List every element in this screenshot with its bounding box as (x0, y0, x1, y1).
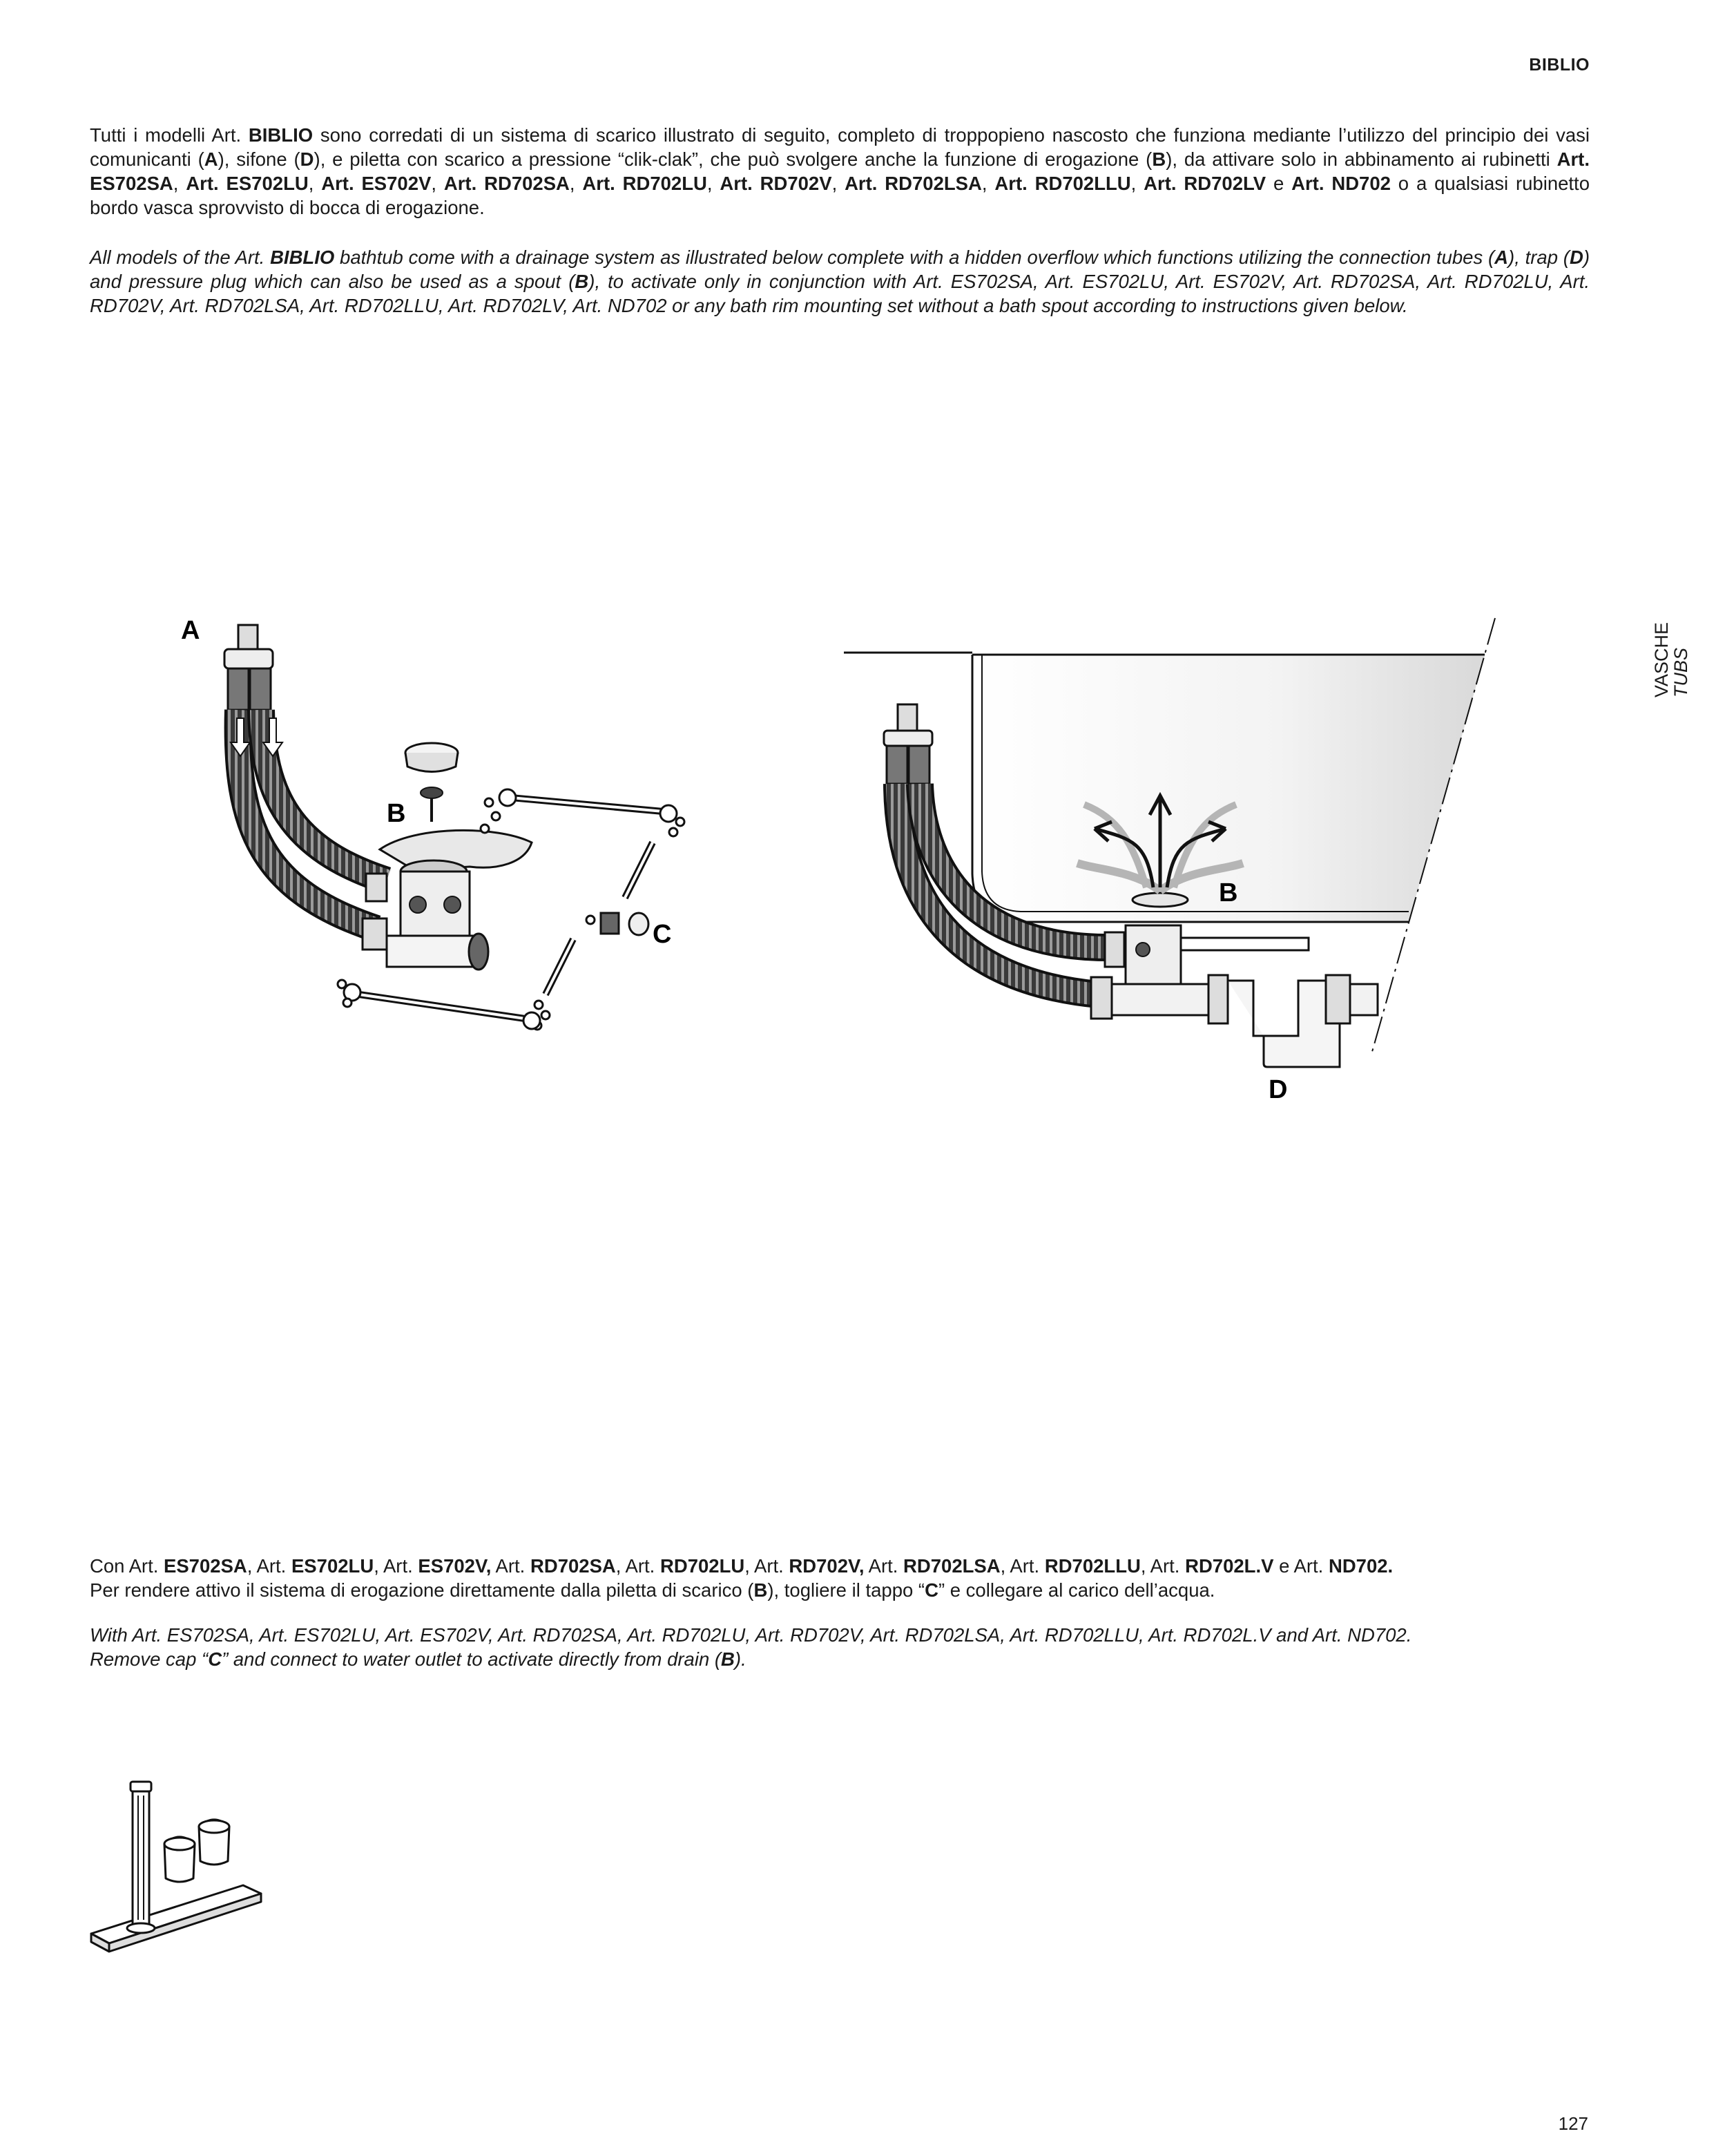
cap-c (586, 913, 648, 935)
rim-mounting-set-illustration (83, 1775, 276, 1982)
page-header-title: BIBLIO (1529, 55, 1590, 75)
con-paragraph-italian (90, 1554, 1637, 1602)
side-tab-english: TUBS (1670, 647, 1691, 697)
drain-body (363, 830, 532, 970)
with-line-1: With Art. ES702SA, Art. ES702LU, Art. ES702V, Art. RD702SA, Art. RD702LU, Art. RD702V, Art. RD702LSA, Art. RD702LLU, Art. RD702L.V and Art. ND702. (90, 1624, 1412, 1646)
con-line-2: Per rendere attivo il sistema di erogazione direttamente dalla piletta di scarico (B), togliere il tappo “C” e collegare al carico dell’acqua. (90, 1579, 1215, 1601)
con-paragraph-english (90, 1623, 1637, 1671)
intro-paragraph-english: All models of the Art. BIBLIO bathtub come with a drainage system as illustrated below complete with a hidden overflow which functions utilizing the connection tubes (A), trap (D) and pressure plug which can also be used as a spout (B), to activate only in conjunction with Art. ES702SA, Art. ES702LU, Art. ES702V, Art. RD702SA, Art. RD702LU, Art. RD702V, Art. RD702LSA, Art. RD702LLU, Art. RD702LV, Art. ND702 or any bath rim mounting set without a bath spout according to instructions given below. (90, 247, 1590, 316)
drain-system-diagram (0, 587, 1725, 1139)
side-tab-italian: VASCHE (1651, 622, 1672, 697)
label-d: D (1269, 1075, 1288, 1104)
page-number: 127 (1558, 2113, 1588, 2134)
installed-bathtub-view (844, 618, 1495, 1067)
intro-paragraph-italian: Tutti i modelli Art. BIBLIO sono corredati di un sistema di scarico illustrato di seguito, completo di troppopieno nascosto che funziona mediante l’utilizzo del principio dei vasi comunicanti (A), sifone (D), e piletta con scarico a pressione “clik-clak”, che può svolgere anche la funzione di erogazione (B), da attivare solo in abbinamento ai rubinetti Art. ES702SA, Art. ES702LU, Art. ES702V, Art. RD702SA, Art. RD702LU, Art. RD702V, Art. RD702LSA, Art. RD702LLU, Art. RD702LV e Art. ND702 o a qualsiasi rubinetto bordo vasca sprovvisto di bocca di erogazione. (90, 124, 1590, 218)
label-c: C (653, 920, 672, 949)
exploded-drain-kit (224, 625, 684, 1030)
label-b-right: B (1219, 878, 1238, 907)
overflow-head (224, 625, 273, 710)
label-a: A (181, 616, 200, 645)
pressure-plug (405, 743, 458, 822)
label-b-left: B (387, 799, 406, 828)
con-line-1: Con Art. ES702SA, Art. ES702LU, Art. ES702V, Art. RD702SA, Art. RD702LU, Art. RD702V, Art. RD702LSA, Art. RD702LLU, Art. RD702L.V e Art. ND702. (90, 1555, 1394, 1577)
with-line-2: Remove cap “C” and connect to water outlet to activate directly from drain (B). (90, 1648, 746, 1670)
